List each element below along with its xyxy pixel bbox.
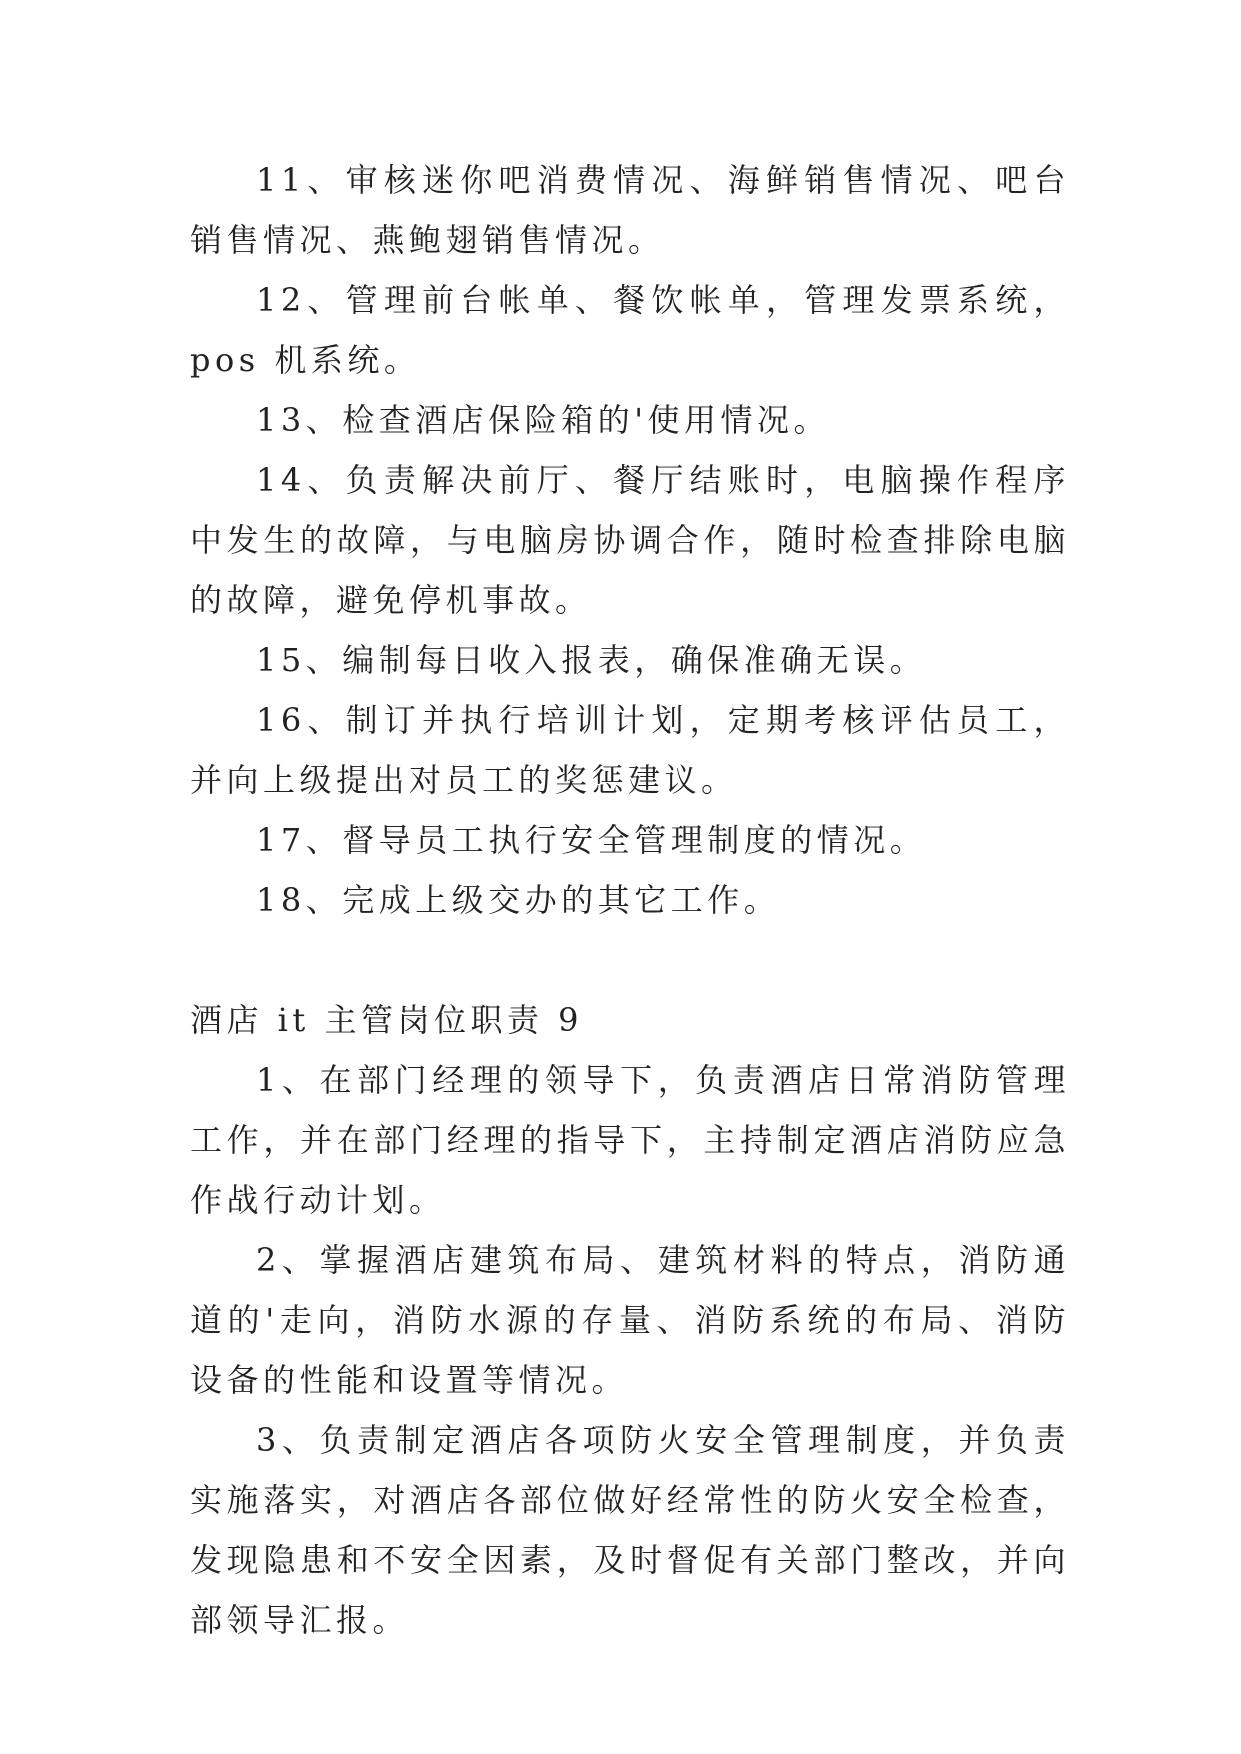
duty-item-17: 17、督导员工执行安全管理制度的情况。: [256, 821, 927, 859]
duty-item-18: 18、完成上级交办的其它工作。: [256, 881, 781, 919]
duty-item-2: 2、掌握酒店建筑布局、建筑材料的特点，消防通道的'走向，消防水源的存量、消防系统的布局、消防设备的性能和设置等情况。: [190, 1241, 1070, 1399]
document-body: [190, 150, 1070, 1650]
section-title: 酒店 it 主管岗位职责 9: [190, 1001, 583, 1039]
duty-item-16: 16、制订并执行培训计划，定期考核评估员工，并向上级提出对员工的奖惩建议。: [190, 701, 1070, 799]
duty-item-15: 15、编制每日收入报表，确保准确无误。: [256, 641, 927, 679]
duty-item-12: 12、管理前台帐单、餐饮帐单，管理发票系统，pos 机系统。: [190, 281, 1070, 379]
duty-list-continued: [190, 150, 1070, 930]
duty-item-3: 3、负责制定酒店各项防火安全管理制度，并负责实施落实，对酒店各部位做好经常性的防火安全检查，发现隐患和不安全因素，及时督促有关部门整改，并向部领导汇报。: [190, 1421, 1070, 1639]
duty-item-1: 1、在部门经理的领导下，负责酒店日常消防管理工作，并在部门经理的指导下，主持制定酒店消防应急作战行动计划。: [190, 1061, 1070, 1219]
duty-list-section-9: [190, 1050, 1070, 1650]
duty-item-11: 11、审核迷你吧消费情况、海鲜销售情况、吧台销售情况、燕鲍翅销售情况。: [190, 161, 1070, 259]
duty-item-13: 13、检查酒店保险箱的'使用情况。: [256, 401, 831, 439]
duty-item-14: 14、负责解决前厅、餐厅结账时，电脑操作程序中发生的故障，与电脑房协调合作，随时检查排除电脑的故障，避免停机事故。: [190, 461, 1070, 619]
